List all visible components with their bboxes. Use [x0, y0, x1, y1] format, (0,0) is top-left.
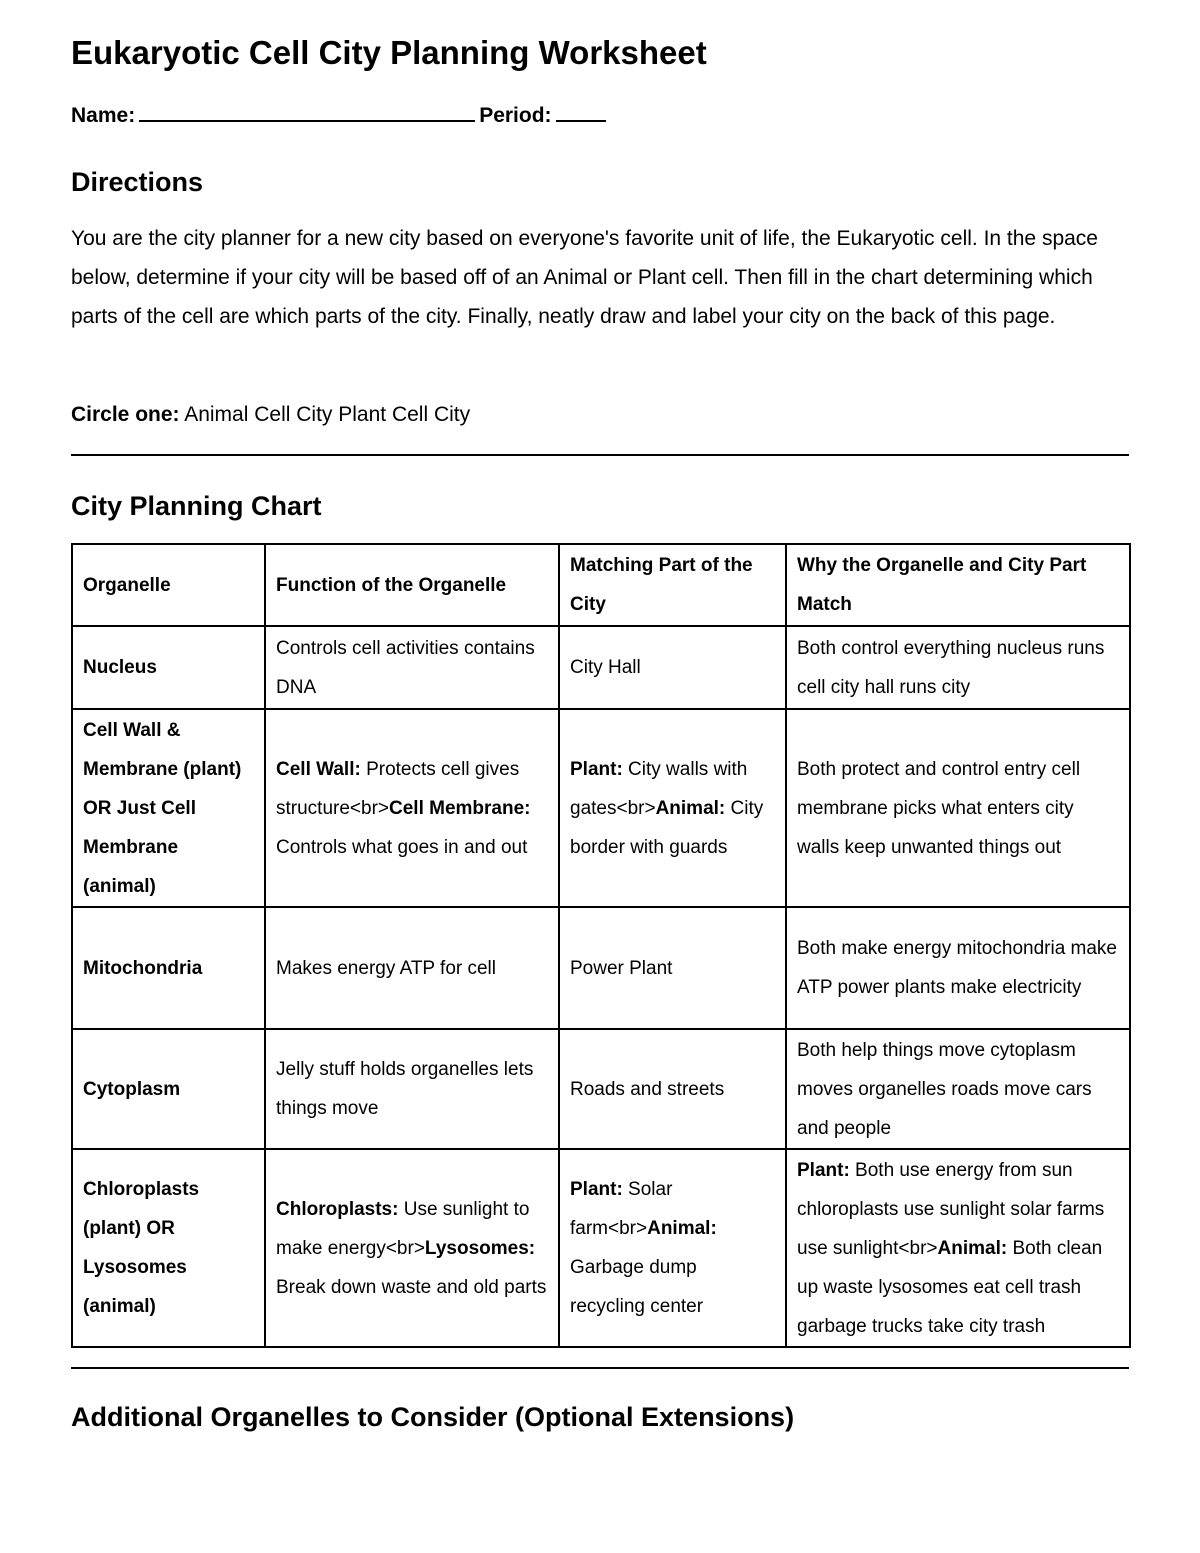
function-label: Chloroplasts:: [276, 1198, 399, 1220]
city-part-cell: Power Plant: [559, 907, 786, 1029]
why-label: Plant:: [797, 1159, 850, 1181]
city-part-label: Animal:: [655, 797, 726, 819]
page-title: Eukaryotic Cell City Planning Worksheet: [71, 34, 707, 71]
organelle-cell: Cell Wall & Membrane (plant) OR Just Cell Membrane (animal): [72, 709, 265, 907]
city-part-cell: [559, 1149, 786, 1347]
function-cell: Controls cell activities contains DNA: [265, 626, 559, 709]
header-organelle: Organelle: [72, 544, 265, 626]
header-why: Why the Organelle and City Part Match: [786, 544, 1130, 626]
section-divider: [71, 1367, 1129, 1369]
function-cell: Jelly stuff holds organelles lets things move: [265, 1029, 559, 1149]
table-header-row: [72, 544, 1130, 626]
why-cell: Both protect and control entry cell membrane picks what enters city walls keep unwanted things out: [786, 709, 1130, 907]
function-text: Controls what goes in and out: [276, 836, 528, 858]
organelle-cell: Chloroplasts (plant) OR Lysosomes (animal): [72, 1149, 265, 1347]
directions-text: You are the city planner for a new city based on everyone's favorite unit of life, the Eukaryotic cell. In the space below, determine if your city will be based off of an Animal or Plant cell. Then fill in the chart determining which parts of the cell are which parts of the city. Finally, neatly draw and label your city on the back of this page.: [71, 227, 1098, 328]
circle-one-label: Circle one:: [71, 403, 180, 426]
city-part-text: Solar farm<br>: [570, 1179, 673, 1239]
city-part-text: City walls with gates<br>: [570, 758, 748, 819]
table-row: [72, 907, 1130, 1029]
section-divider: [71, 454, 1129, 456]
why-cell: Both control everything nucleus runs cell city hall runs city: [786, 626, 1130, 709]
table-row: [72, 709, 1130, 907]
city-part-cell: [559, 709, 786, 907]
header-city-part: Matching Part of the City: [559, 544, 786, 626]
header-function: Function of the Organelle: [265, 544, 559, 626]
why-cell: Both help things move cytoplasm moves organelles roads move cars and people: [786, 1029, 1130, 1149]
city-part-text: Garbage dump recycling center: [570, 1257, 704, 1317]
extensions-heading: Additional Organelles to Consider (Optional Extensions): [71, 1402, 795, 1432]
function-label: Cell Wall:: [276, 758, 361, 780]
function-text: Break down waste and old parts: [276, 1276, 547, 1298]
chart-heading: City Planning Chart: [71, 491, 322, 521]
period-label: Period:: [479, 104, 552, 127]
function-label: Lysosomes:: [424, 1237, 536, 1259]
name-period-line: [71, 100, 610, 132]
function-label: Cell Membrane:: [389, 797, 531, 819]
why-label: Animal:: [937, 1237, 1008, 1259]
organelle-cell: Mitochondria: [72, 907, 265, 1029]
city-part-cell: City Hall: [559, 626, 786, 709]
function-cell: Makes energy ATP for cell: [265, 907, 559, 1029]
why-cell: [786, 1149, 1130, 1347]
name-blank[interactable]: [139, 100, 475, 122]
table-row: [72, 1149, 1130, 1347]
period-blank[interactable]: [556, 100, 606, 122]
why-text: Both use energy from sun chloroplasts use sunlight solar farms use sunlight<br>: [797, 1159, 1105, 1259]
city-part-label: Plant:: [570, 758, 623, 780]
table-row: [72, 626, 1130, 709]
why-text: Both clean up waste lysosomes eat cell trash garbage trucks take city trash: [797, 1237, 1103, 1337]
function-text: Protects cell gives structure<br>: [276, 758, 520, 819]
why-cell: Both make energy mitochondria make ATP power plants make electricity: [786, 907, 1130, 1029]
function-text: Use sunlight to make energy<br>: [276, 1198, 530, 1259]
organelle-cell: Nucleus: [72, 626, 265, 709]
circle-one-line: [71, 397, 470, 433]
name-label: Name:: [71, 104, 136, 127]
city-part-label: Plant:: [570, 1179, 623, 1200]
organelle-cell: Cytoplasm: [72, 1029, 265, 1149]
city-part-label: Animal:: [647, 1218, 717, 1239]
city-part-text: City border with guards: [570, 797, 764, 858]
circle-one-options: Animal Cell City Plant Cell City: [179, 403, 471, 426]
city-part-cell: Roads and streets: [559, 1029, 786, 1149]
directions-heading: Directions: [71, 167, 204, 197]
function-cell: [265, 709, 559, 907]
function-cell: [265, 1149, 559, 1347]
city-planning-table: [71, 543, 1131, 1348]
table-row: [72, 1029, 1130, 1149]
